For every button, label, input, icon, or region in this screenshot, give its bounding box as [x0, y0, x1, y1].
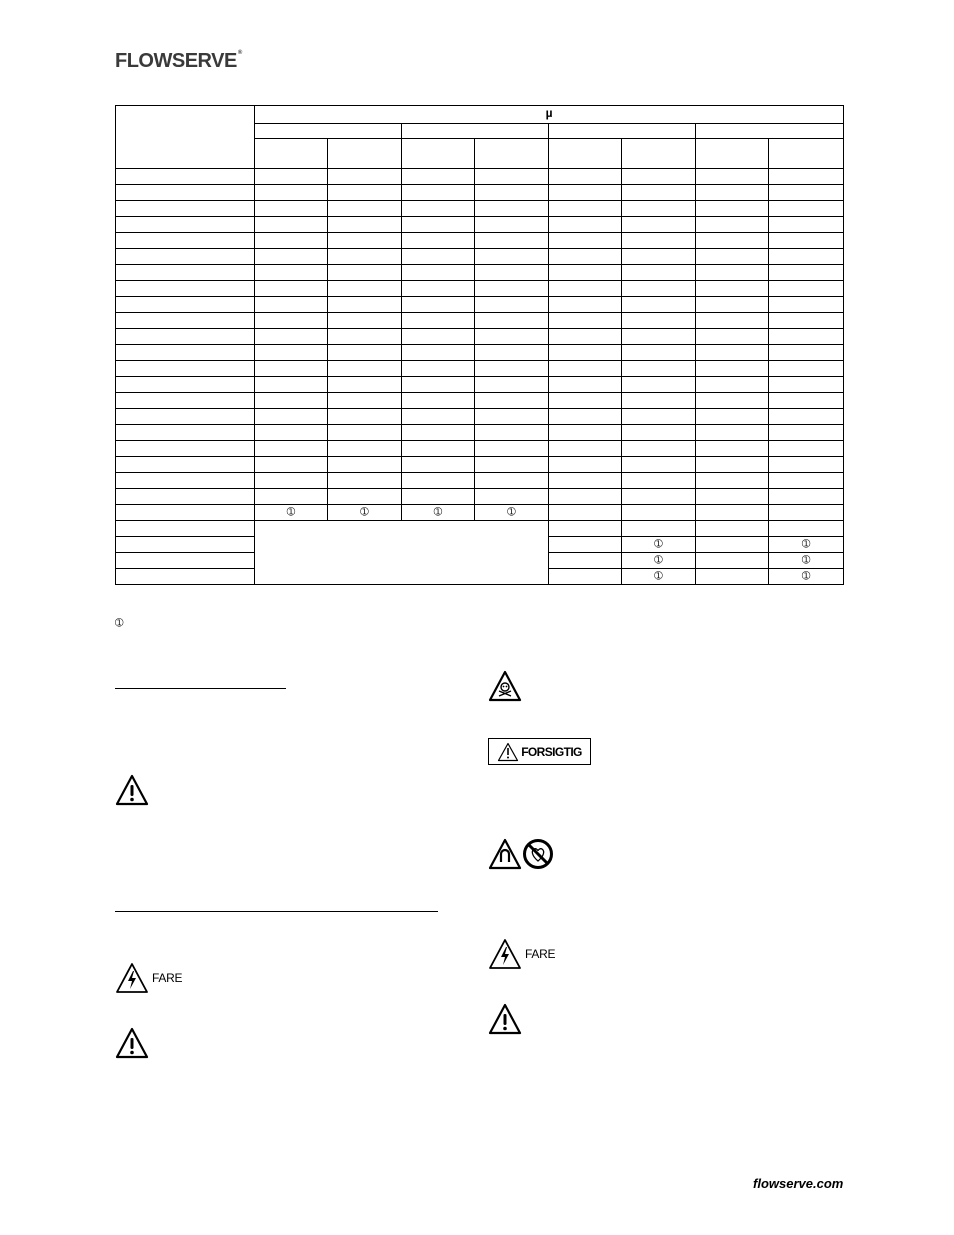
table-cell: [328, 329, 402, 345]
table-cell: [769, 281, 844, 297]
table-cell: [475, 409, 549, 425]
table-cell: ➀: [622, 537, 696, 553]
table-footnote: ➀: [115, 618, 124, 629]
table-cell: [549, 473, 622, 489]
table-cell: [696, 521, 769, 537]
table-cell: [769, 233, 844, 249]
electric-hazard-icon: [488, 938, 522, 970]
table-row: [116, 457, 844, 473]
table-cell: [549, 409, 622, 425]
danger-electric-warning: [488, 938, 555, 970]
table-cell: [622, 329, 696, 345]
subheader-cell: [769, 139, 844, 169]
table-cell: [402, 169, 475, 185]
row-label-cell: [116, 201, 255, 217]
table-cell: [255, 345, 328, 361]
table-cell: [475, 345, 549, 361]
table-cell: [696, 409, 769, 425]
table-cell: [696, 473, 769, 489]
caution-warning-box: [488, 738, 591, 765]
table-row: [116, 249, 844, 265]
table-cell: [696, 313, 769, 329]
table-cell: [255, 185, 328, 201]
table-cell: [549, 377, 622, 393]
table-cell: [475, 201, 549, 217]
table-cell: [402, 441, 475, 457]
row-label-cell: [116, 425, 255, 441]
table-cell: [328, 457, 402, 473]
table-cell: [255, 249, 328, 265]
table-cell: [328, 425, 402, 441]
header-corner-cell: [116, 106, 255, 169]
table-cell: [402, 217, 475, 233]
table-cell: [622, 457, 696, 473]
warning-triangle-icon: [115, 1027, 149, 1059]
table-cell: [328, 409, 402, 425]
table-cell: [696, 457, 769, 473]
table-cell: [549, 185, 622, 201]
table-cell: [769, 425, 844, 441]
table-cell: [328, 313, 402, 329]
table-cell: [769, 265, 844, 281]
table-cell: [402, 313, 475, 329]
table-cell: [475, 361, 549, 377]
table-cell: [622, 473, 696, 489]
table-cell: [622, 281, 696, 297]
table-cell: [255, 457, 328, 473]
table-cell: [696, 329, 769, 345]
table-cell: ➀: [769, 569, 844, 585]
table-cell: [549, 313, 622, 329]
table-cell: [622, 169, 696, 185]
table-cell: [255, 281, 328, 297]
table-cell: [549, 233, 622, 249]
row-label-cell: [116, 457, 255, 473]
group-header-cell: [255, 124, 402, 139]
subheader-cell: [255, 139, 328, 169]
table-cell: [769, 297, 844, 313]
table-cell: ➀: [402, 505, 475, 521]
table-cell: [255, 377, 328, 393]
row-label-cell: [116, 345, 255, 361]
table-cell: [255, 393, 328, 409]
table-cell: [696, 505, 769, 521]
table-cell: [696, 361, 769, 377]
table-row: [116, 377, 844, 393]
warning-triangle-icon: [488, 1003, 522, 1035]
table-row: [116, 169, 844, 185]
table-cell: [475, 425, 549, 441]
table-row: [116, 329, 844, 345]
table-cell: [549, 265, 622, 281]
table-cell: [696, 425, 769, 441]
table-cell: [475, 457, 549, 473]
table-cell: [255, 441, 328, 457]
table-cell: [255, 425, 328, 441]
subheader-cell: [696, 139, 769, 169]
table-cell: [328, 345, 402, 361]
subheader-cell: [622, 139, 696, 169]
table-row: [116, 409, 844, 425]
row-label-cell: [116, 441, 255, 457]
table-cell: [696, 377, 769, 393]
table-cell: [475, 441, 549, 457]
table-row: [116, 313, 844, 329]
row-label-cell: [116, 521, 255, 537]
table-cell: [475, 313, 549, 329]
table-cell: [696, 553, 769, 569]
table-cell: [402, 233, 475, 249]
table-cell: [255, 297, 328, 313]
table-cell: [328, 265, 402, 281]
table-cell: [769, 489, 844, 505]
table-cell: ➀: [769, 537, 844, 553]
table-cell: [475, 473, 549, 489]
table-cell: [549, 569, 622, 585]
subheader-cell: [328, 139, 402, 169]
danger-electric-warning: [115, 962, 182, 994]
table-cell: [328, 169, 402, 185]
table-cell: [475, 233, 549, 249]
group-header-cell: [549, 124, 696, 139]
table-row: [116, 265, 844, 281]
logo-text: FLOWSERVE: [115, 50, 237, 72]
table-cell: [255, 329, 328, 345]
table-cell: [769, 345, 844, 361]
table-cell: [549, 537, 622, 553]
table-cell: [255, 409, 328, 425]
table-cell: [475, 217, 549, 233]
table-cell: [622, 313, 696, 329]
merged-cell: [255, 521, 549, 585]
table-cell: [255, 313, 328, 329]
row-label-cell: [116, 169, 255, 185]
table-cell: [328, 489, 402, 505]
subheader-cell: [475, 139, 549, 169]
table-cell: [475, 393, 549, 409]
table-cell: [549, 249, 622, 265]
table-cell: [475, 265, 549, 281]
magnet-hazard-icon: [488, 838, 522, 870]
row-label-cell: [116, 505, 255, 521]
table-cell: [622, 441, 696, 457]
group-header-cell: [696, 124, 844, 139]
danger-label: FARE: [525, 947, 556, 961]
table-cell: [475, 249, 549, 265]
table-cell: [622, 377, 696, 393]
magnetic-hazard-warning: [488, 838, 554, 870]
table-cell: [328, 201, 402, 217]
table-cell: [328, 185, 402, 201]
table-cell: ➀: [255, 505, 328, 521]
table-cell: [769, 441, 844, 457]
row-label-cell: [116, 489, 255, 505]
subheader-cell: [549, 139, 622, 169]
table-cell: [696, 249, 769, 265]
table-cell: [328, 393, 402, 409]
table-cell: [696, 281, 769, 297]
table-cell: [475, 281, 549, 297]
table-cell: [402, 393, 475, 409]
table-cell: [769, 393, 844, 409]
table-cell: [696, 265, 769, 281]
table-cell: [769, 169, 844, 185]
table-cell: [255, 217, 328, 233]
table-cell: [622, 249, 696, 265]
table-cell: [622, 393, 696, 409]
row-label-cell: [116, 329, 255, 345]
row-label-cell: [116, 537, 255, 553]
table-cell: [549, 361, 622, 377]
group-header-cell: [402, 124, 549, 139]
table-cell: [696, 169, 769, 185]
table-header-row: [116, 106, 844, 124]
table-cell: [328, 297, 402, 313]
table-cell: [255, 489, 328, 505]
table-cell: [769, 329, 844, 345]
table-cell: [402, 329, 475, 345]
row-label-cell: [116, 297, 255, 313]
table-cell: [328, 377, 402, 393]
table-cell: [622, 489, 696, 505]
table-cell: [255, 233, 328, 249]
table-cell: [402, 345, 475, 361]
warning-triangle-icon: [115, 774, 149, 806]
table-cell: [402, 265, 475, 281]
table-cell: [769, 313, 844, 329]
row-label-cell: [116, 409, 255, 425]
table-cell: [402, 377, 475, 393]
row-label-cell: [116, 361, 255, 377]
table-cell: [402, 473, 475, 489]
row-label-cell: [116, 473, 255, 489]
table-cell: [402, 489, 475, 505]
table-cell: [622, 217, 696, 233]
table-cell: [769, 409, 844, 425]
table-cell: [769, 457, 844, 473]
table-cell: [696, 569, 769, 585]
table-cell: [402, 185, 475, 201]
no-pacemaker-icon: [522, 838, 554, 870]
table-cell: [549, 489, 622, 505]
table-cell: [769, 505, 844, 521]
table-cell: ➀: [769, 553, 844, 569]
table-cell: [622, 361, 696, 377]
table-cell: [622, 425, 696, 441]
table-cell: [622, 521, 696, 537]
table-cell: [402, 425, 475, 441]
table-row: [116, 361, 844, 377]
table-cell: [696, 441, 769, 457]
table-cell: [769, 473, 844, 489]
table-cell: [475, 489, 549, 505]
table-row: [116, 201, 844, 217]
table-cell: [622, 409, 696, 425]
table-cell: [622, 201, 696, 217]
table-cell: [475, 169, 549, 185]
table-cell: [255, 201, 328, 217]
table-row: [116, 521, 844, 537]
table-cell: [549, 281, 622, 297]
row-label-cell: [116, 553, 255, 569]
row-label-cell: [116, 185, 255, 201]
table-cell: [549, 217, 622, 233]
table-cell: [255, 169, 328, 185]
row-label-cell: [116, 377, 255, 393]
table-cell: [696, 185, 769, 201]
table-cell: ➀: [328, 505, 402, 521]
table-cell: [769, 361, 844, 377]
table-cell: [622, 185, 696, 201]
table-cell: ➀: [622, 553, 696, 569]
footer-website: flowserve.com: [753, 1176, 844, 1191]
table-cell: ➀: [622, 569, 696, 585]
table-cell: [696, 297, 769, 313]
table-cell: [622, 505, 696, 521]
table-cell: [622, 297, 696, 313]
table-cell: [696, 393, 769, 409]
table-cell: [549, 441, 622, 457]
table-cell: [402, 281, 475, 297]
table-cell: [769, 249, 844, 265]
table-cell: [402, 457, 475, 473]
table-cell: [328, 249, 402, 265]
table-cell: [402, 249, 475, 265]
table-cell: [696, 537, 769, 553]
table-cell: [696, 489, 769, 505]
table-cell: [402, 361, 475, 377]
table-cell: [475, 185, 549, 201]
table-cell: [255, 265, 328, 281]
table-cell: [622, 265, 696, 281]
table-cell: [769, 521, 844, 537]
table-cell: [769, 185, 844, 201]
table-row: [116, 425, 844, 441]
toxic-hazard-icon: [488, 670, 522, 702]
table-cell: [549, 553, 622, 569]
electric-hazard-icon: [115, 962, 149, 994]
unit-header-cell: µ: [255, 106, 844, 124]
table-cell: [402, 201, 475, 217]
table-row: [116, 281, 844, 297]
row-label-cell: [116, 281, 255, 297]
row-label-cell: [116, 233, 255, 249]
table-cell: [255, 361, 328, 377]
logo-registered-mark: ®: [237, 50, 242, 56]
table-cell: [622, 345, 696, 361]
table-cell: [475, 377, 549, 393]
table-row: [116, 473, 844, 489]
table-cell: [549, 345, 622, 361]
table-cell: [475, 329, 549, 345]
table-cell: [549, 169, 622, 185]
table-row: [116, 297, 844, 313]
caution-label: FORSIGTIG: [521, 744, 582, 759]
row-label-cell: [116, 569, 255, 585]
table-cell: [328, 233, 402, 249]
table-row: [116, 393, 844, 409]
row-label-cell: [116, 313, 255, 329]
table-cell: [328, 281, 402, 297]
table-cell: [549, 297, 622, 313]
table-cell: [328, 361, 402, 377]
table-cell: [696, 217, 769, 233]
row-label-cell: [116, 249, 255, 265]
specification-table: [115, 105, 844, 585]
caution-triangle-icon: [497, 742, 519, 762]
table-cell: [549, 201, 622, 217]
table-cell: [549, 425, 622, 441]
row-label-cell: [116, 265, 255, 281]
table-cell: [696, 201, 769, 217]
table-cell: [328, 217, 402, 233]
row-label-cell: [116, 393, 255, 409]
flowserve-logo: [115, 50, 242, 73]
row-label-cell: [116, 217, 255, 233]
table-cell: [549, 505, 622, 521]
danger-label: FARE: [152, 971, 183, 985]
table-row: [116, 441, 844, 457]
table-row: [116, 185, 844, 201]
table-row: [116, 505, 844, 521]
table-cell: [769, 377, 844, 393]
table-cell: [549, 521, 622, 537]
subheader-cell: [402, 139, 475, 169]
table-cell: [255, 473, 328, 489]
table-row: [116, 345, 844, 361]
table-cell: [622, 233, 696, 249]
table-cell: [769, 217, 844, 233]
table-row: [116, 233, 844, 249]
table-cell: [402, 297, 475, 313]
table-cell: [549, 329, 622, 345]
table-cell: [696, 345, 769, 361]
table-row: [116, 489, 844, 505]
table-cell: [328, 473, 402, 489]
section-heading-underline: [115, 911, 438, 912]
table-cell: [402, 409, 475, 425]
table-cell: [769, 201, 844, 217]
table-row: [116, 217, 844, 233]
table-cell: [328, 441, 402, 457]
table-cell: [475, 297, 549, 313]
table-cell: ➀: [475, 505, 549, 521]
table-cell: [696, 233, 769, 249]
table-cell: [549, 457, 622, 473]
table-cell: [549, 393, 622, 409]
section-heading-underline: [115, 688, 286, 689]
